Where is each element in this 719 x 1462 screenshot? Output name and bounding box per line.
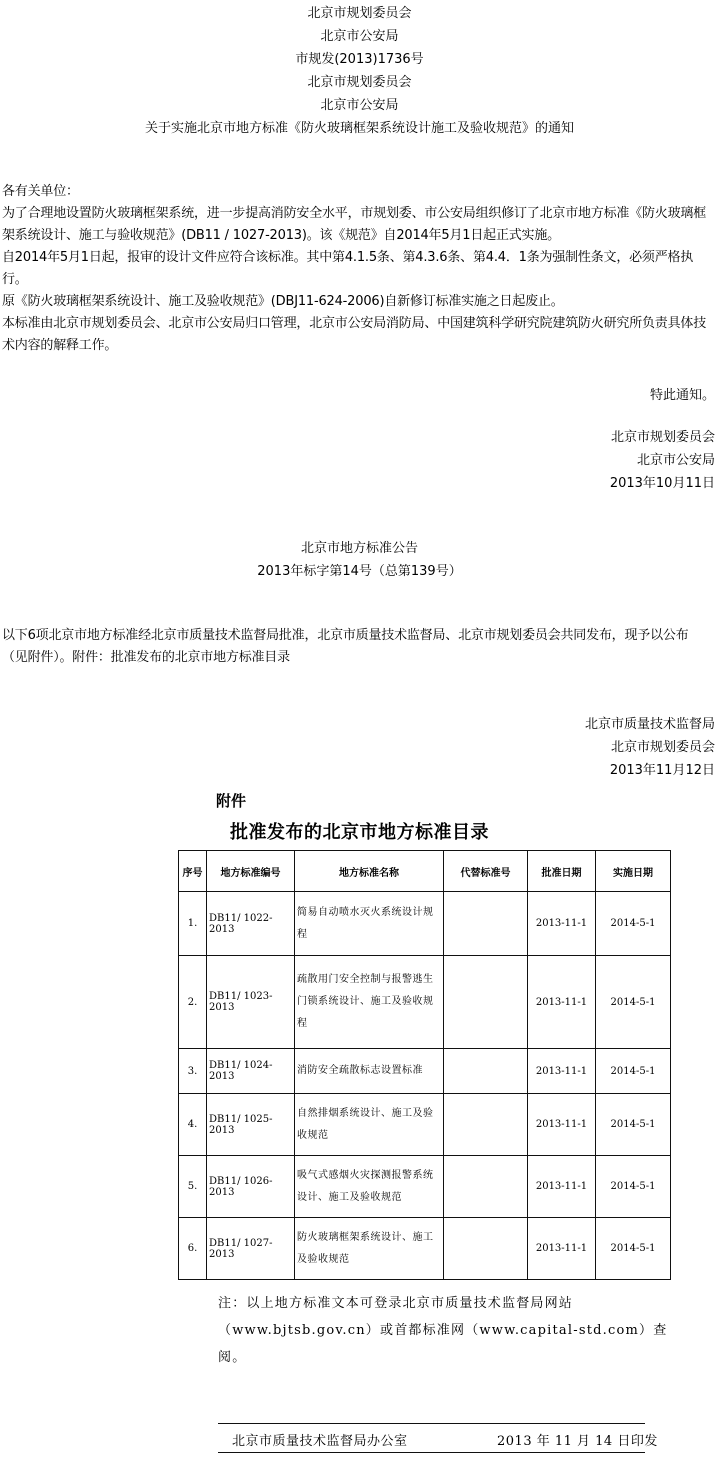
notice-signature [610, 426, 715, 495]
standard-code: DB11/ 1026-2013 [207, 1156, 295, 1218]
notice-title: 关于实施北京市地方标准《防火玻璃框架系统设计施工及验收规范》的通知 [144, 121, 574, 136]
closing-text: 特此通知。 [649, 388, 715, 403]
replaced-standard [444, 892, 528, 956]
standard-name: 简易自动喷水灭火系统设计规程 [295, 892, 444, 956]
column-header: 序号 [179, 851, 207, 892]
row-number: 2. [179, 956, 207, 1049]
standard-code: DB11/ 1025-2013 [207, 1094, 295, 1156]
replaced-standard [444, 956, 528, 1049]
footer-rule-top [218, 1423, 645, 1424]
approval-date: 2013-11-1 [528, 1049, 596, 1094]
announcement-number: 2013年标字第14号（总第139号） [257, 564, 462, 579]
column-header: 地方标准名称 [295, 851, 444, 892]
effective-date: 2014-5-1 [596, 1049, 671, 1094]
replaced-standard [444, 1218, 528, 1280]
announcement-header [0, 537, 719, 583]
attachment-note [218, 1290, 668, 1371]
note-line: （www.bjtsb.gov.cn）或首都标准网（www.capital-std.com）查 [218, 1323, 668, 1338]
signature-org: 北京市规划委员会 [610, 430, 715, 445]
issuer-line: 北京市规划委员会 [307, 75, 412, 90]
approval-date: 2013-11-1 [528, 1218, 596, 1280]
replaced-standard [444, 1094, 528, 1156]
attachment-title: 批准发布的北京市地方标准目录 [230, 822, 489, 843]
notice-closing [650, 384, 715, 407]
column-header: 地方标准编号 [207, 851, 295, 892]
approval-date: 2013-11-1 [528, 1156, 596, 1218]
signature-org: 北京市规划委员会 [610, 740, 715, 755]
effective-date: 2014-5-1 [596, 956, 671, 1049]
announcement-body [2, 625, 714, 669]
signature-date: 2013年10月11日 [609, 476, 715, 491]
signature-date: 2013年11月12日 [609, 763, 715, 778]
row-number: 1. [179, 892, 207, 956]
body-paragraph: 原《防火玻璃框架系统设计、施工及验收规范》(DBJ11-624-2006)自新修订标准实施之日起废止。 [2, 294, 564, 309]
table-header-row [179, 851, 671, 892]
footer-rule-bottom [218, 1452, 645, 1453]
footer-print-date: 2013 年 11 月 14 日印发 [497, 1434, 658, 1449]
issuer-line: 北京市公安局 [320, 29, 399, 44]
body-paragraph: 以下6项北京市地方标准经北京市质量技术监督局批准，北京市质量技术监督局、北京市规划委员会共同发布，现予以公布（见附件）。附件：批准发布的北京市地方标准目录 [2, 628, 689, 665]
standard-name: 防火玻璃框架系统设计、施工及验收规范 [295, 1218, 444, 1280]
issuer-line: 北京市公安局 [320, 98, 399, 113]
note-line: 注：以上地方标准文本可登录北京市质量技术监督局网站 [218, 1296, 574, 1311]
announcement-signature [585, 713, 715, 782]
table-row [179, 956, 671, 1049]
row-number: 3. [179, 1049, 207, 1094]
replaced-standard [444, 1049, 528, 1094]
table-row [179, 1094, 671, 1156]
attachment-label: 附件 [216, 792, 247, 810]
standard-name: 吸气式感烟火灾探测报警系统设计、施工及验收规范 [295, 1156, 444, 1218]
column-header: 批准日期 [528, 851, 596, 892]
signature-org: 北京市公安局 [636, 453, 715, 468]
row-number: 5. [179, 1156, 207, 1218]
footer-organization: 北京市质量技术监督局办公室 [232, 1434, 408, 1449]
approval-date: 2013-11-1 [528, 892, 596, 956]
column-header: 代替标准号 [444, 851, 528, 892]
row-number: 4. [179, 1094, 207, 1156]
body-paragraph: 本标准由北京市规划委员会、北京市公安局归口管理，北京市公安局消防局、中国建筑科学研究院建筑防火研究所负责具体技术内容的解释工作。 [2, 316, 707, 353]
notice-header [0, 2, 719, 140]
signature-org: 北京市质量技术监督局 [584, 717, 715, 732]
announcement-title: 北京市地方标准公告 [300, 541, 418, 556]
table-row [179, 892, 671, 956]
body-paragraph: 为了合理地设置防火玻璃框架系统，进一步提高消防安全水平，市规划委、市公安局组织修订了北京市地方标准《防火玻璃框架系统设计、施工与验收规范》(DB11 / 1027-2013)。该《规范》自2014年5月1日起正式实施。 [2, 206, 707, 243]
table-row [179, 1156, 671, 1218]
standard-code: DB11/ 1024-2013 [207, 1049, 295, 1094]
standard-name: 疏散用门安全控制与报警逃生门锁系统设计、施工及验收规程 [295, 956, 444, 1049]
notice-body [2, 181, 714, 357]
table-row [179, 1218, 671, 1280]
standards-table [178, 850, 671, 1280]
standard-code: DB11/ 1022-2013 [207, 892, 295, 956]
effective-date: 2014-5-1 [596, 892, 671, 956]
approval-date: 2013-11-1 [528, 1094, 596, 1156]
replaced-standard [444, 1156, 528, 1218]
row-number: 6. [179, 1218, 207, 1280]
salutation: 各有关单位： [2, 184, 79, 199]
approval-date: 2013-11-1 [528, 956, 596, 1049]
body-paragraph: 自2014年5月1日起，报审的设计文件应符合该标准。其中第4.1.5条、第4.3.6条、第4.4．1条为强制性条文，必须严格执行。 [2, 250, 694, 287]
table-row [179, 1049, 671, 1094]
issuer-line: 北京市规划委员会 [307, 6, 412, 21]
column-header: 实施日期 [596, 851, 671, 892]
note-line: 阅。 [218, 1350, 247, 1365]
standard-code: DB11/ 1023-2013 [207, 956, 295, 1049]
effective-date: 2014-5-1 [596, 1156, 671, 1218]
effective-date: 2014-5-1 [596, 1218, 671, 1280]
standard-code: DB11/ 1027-2013 [207, 1218, 295, 1280]
document-number: 市规发(2013)1736号 [295, 52, 424, 67]
standard-name: 自然排烟系统设计、施工及验收规范 [295, 1094, 444, 1156]
standard-name: 消防安全疏散标志设置标准 [295, 1049, 444, 1094]
effective-date: 2014-5-1 [596, 1094, 671, 1156]
